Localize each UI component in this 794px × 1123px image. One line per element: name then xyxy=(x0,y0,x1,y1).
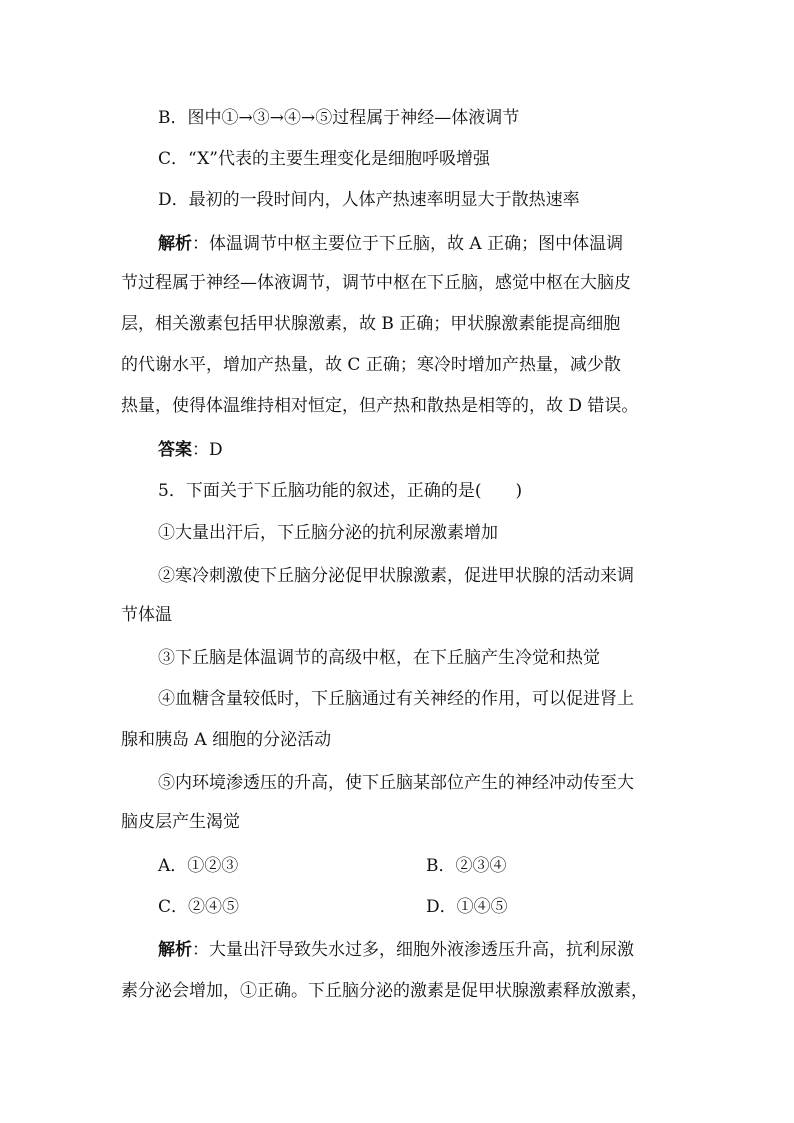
prev-explanation-line3: 层，相关激素包括甲状腺激素，故 B 正确；甲状腺激素能提高细胞 xyxy=(121,314,621,334)
prev-explanation-line1 xyxy=(158,233,623,255)
explanation-label: 解析 xyxy=(158,234,192,254)
question5-stem: 5．下面关于下丘脑功能的叙述，正确的是( ) xyxy=(158,481,523,501)
prev-answer xyxy=(158,439,223,461)
question5-statement-4: ④血糖含量较低时，下丘脑通过有关神经的作用，可以促进肾上 xyxy=(158,689,634,709)
question5-statement-2: ②寒冷刺激使下丘脑分泌促甲状腺激素，促进甲状腺的活动来调 xyxy=(158,566,634,586)
q5-explanation-line2: 素分泌会增加，①正确。下丘脑分泌的激素是促甲状腺激素释放激素， xyxy=(121,981,648,1001)
question5-option-d: D．①④⑤ xyxy=(426,897,508,917)
question5-option-b: B．②③④ xyxy=(426,856,507,876)
prev-option-b: B．图中①→③→④→⑤过程属于神经—体液调节 xyxy=(158,108,520,128)
prev-option-c: C．“X”代表的主要生理变化是细胞呼吸增强 xyxy=(158,149,490,169)
question5-statement-5: ⑤内环境渗透压的升高，使下丘脑某部位产生的神经冲动传至大 xyxy=(158,773,634,793)
prev-option-d: D．最初的一段时间内，人体产热速率明显大于散热速率 xyxy=(158,190,580,210)
explanation-label: 解析 xyxy=(158,940,192,960)
question5-statement-2-cont: 节体温 xyxy=(121,605,172,625)
question5-statement-5-cont: 脑皮层产生渴觉 xyxy=(121,812,240,832)
prev-explanation-line4: 的代谢水平，增加产热量，故 C 正确；寒冷时增加产热量，减少散 xyxy=(121,355,621,375)
answer-value: ：D xyxy=(192,440,223,460)
explanation-text: 大量出汗导致失水过多，细胞外液渗透压升高，抗利尿激 xyxy=(209,940,634,960)
question5-option-c: C．②④⑤ xyxy=(158,897,240,917)
q5-explanation-line1 xyxy=(158,939,634,961)
prev-explanation-line2: 节过程属于神经—体液调节，调节中枢在下丘脑，感觉中枢在大脑皮 xyxy=(121,273,631,293)
question5-statement-3: ③下丘脑是体温调节的高级中枢，在下丘脑产生冷觉和热觉 xyxy=(158,648,600,668)
question5-statement-1: ①大量出汗后，下丘脑分泌的抗利尿激素增加 xyxy=(158,523,498,543)
explanation-text: 体温调节中枢主要位于下丘脑，故 A 正确；图中体温调 xyxy=(209,234,624,254)
explanation-colon: ： xyxy=(192,234,209,254)
explanation-colon: ： xyxy=(192,940,209,960)
prev-explanation-line5: 热量，使得体温维持相对恒定，但产热和散热是相等的，故 D 错误。 xyxy=(121,396,639,416)
question5-statement-4-cont: 腺和胰岛 A 细胞的分泌活动 xyxy=(121,730,332,750)
question5-option-a: A．①②③ xyxy=(158,856,239,876)
answer-label: 答案 xyxy=(158,440,192,460)
